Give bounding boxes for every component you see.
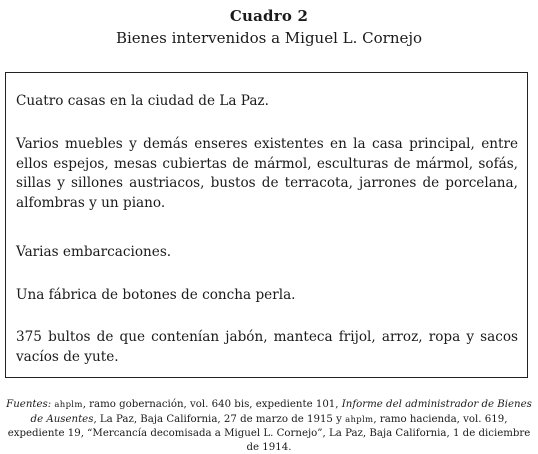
table-title: Cuadro 2 [229,7,309,25]
asset-item-factory: Una fábrica de botones de concha perla. [16,287,296,303]
sources-text: , ramo hacienda, vol. 619, expediente 19, “Mercancía decomisada a Miguel L. Cornejo”, La Paz, Baja California, 1 de diciembre de 1914. [7,413,531,453]
asset-item-boats: Varias embarcaciones. [16,244,172,260]
asset-item-houses: Cuatro casas en la ciudad de La Paz. [16,93,269,109]
sources-lead: Fuentes: [6,399,52,410]
sources-note [5,398,533,454]
sources-text: , La Paz, Baja California, 27 de marzo de 1915 y [93,413,346,425]
asset-item-bundles: 375 bultos de que contenían jabón, manteca frijol, arroz, ropa y sacos vacíos de yute. [16,329,518,365]
report-title: Informe del administrador de Bienes de Ausentes [30,399,532,425]
sources-text: , ramo gobernación, vol. 640 bis, expediente 101, [82,399,342,410]
archive-abbrev: ahplm [345,414,374,425]
assets-box [5,72,528,378]
archive-abbrev: ahplm [54,400,83,410]
asset-item-furniture: Varios muebles y demás enseres existentes en la casa principal, entre ellos espejos, mesas cubiertas de mármol, esculturas de mármol, sofás, sillas y sillones austriacos, bustos de terracota, jarrones de porcelana, alfombras y un piano. [16,136,518,211]
table-subtitle: Bienes intervenidos a Miguel L. Cornejo [115,29,423,47]
